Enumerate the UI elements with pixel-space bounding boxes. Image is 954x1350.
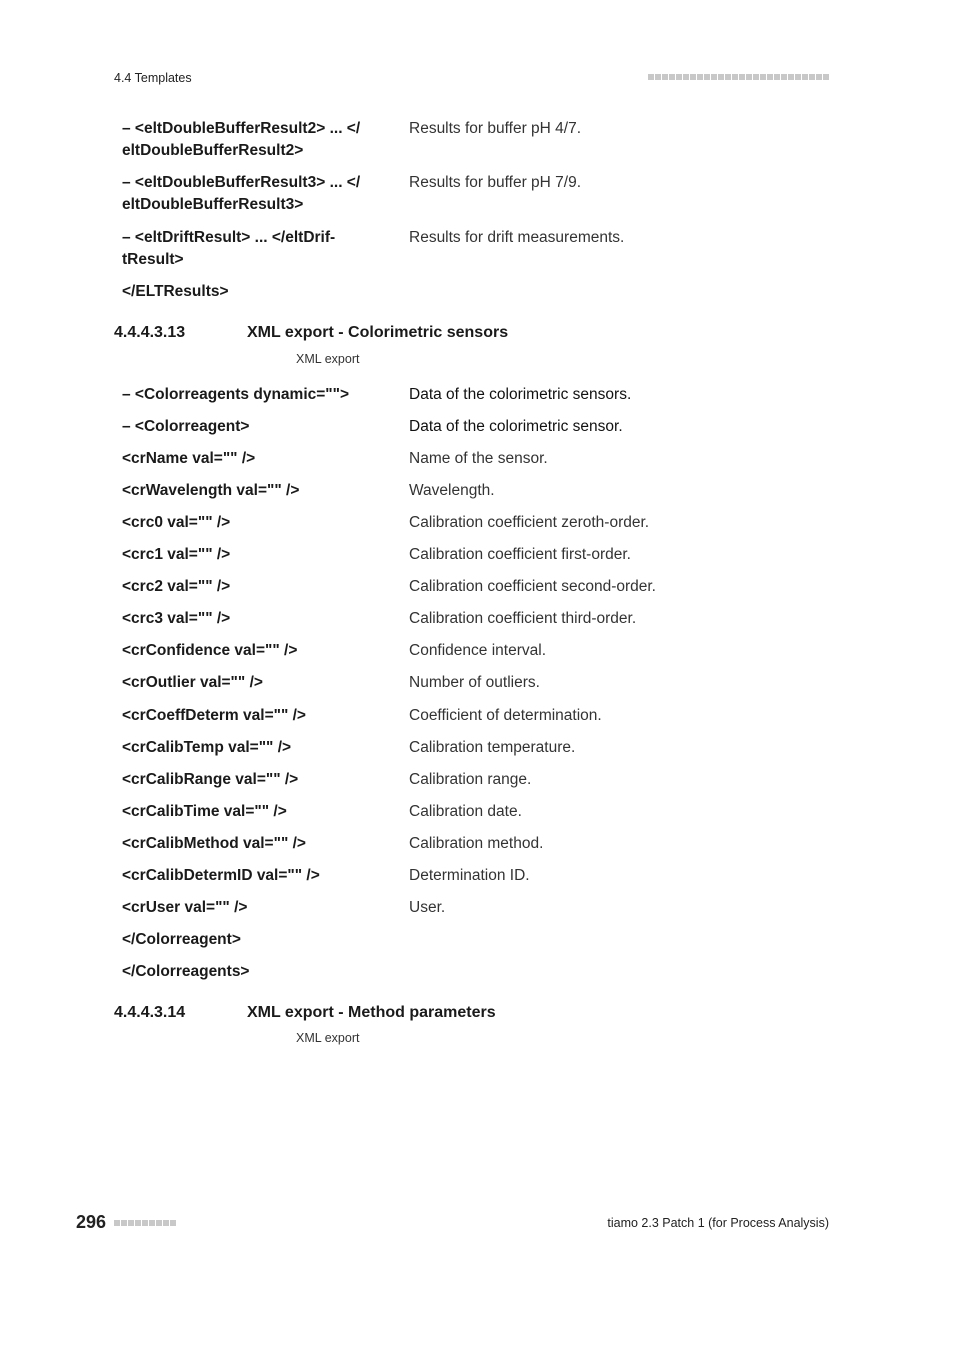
entry-description: Calibration date. xyxy=(409,803,522,820)
section-subtitle: XML export xyxy=(296,352,360,366)
entry-description: Data of the colorimetric sensors. xyxy=(409,386,632,403)
entry-term: <crc3 val="" /> xyxy=(122,610,231,627)
section-number: 4.4.4.3.13 xyxy=(114,324,186,341)
entry-description: Calibration coefficient third-order. xyxy=(409,610,637,627)
entry-description: User. xyxy=(409,899,446,916)
entry-term: <crConfidence val="" /> xyxy=(122,642,298,659)
running-header-section: 4.4 Templates xyxy=(114,71,192,85)
entry-description: Results for buffer pH 7/9. xyxy=(409,174,582,191)
section-title: XML export - Method parameters xyxy=(247,1004,496,1021)
entry-term: <crCalibMethod val="" /> xyxy=(122,835,306,852)
entry-description: Calibration coefficient zeroth-order. xyxy=(409,514,650,531)
entry-term: </Colorreagents> xyxy=(122,963,250,980)
page-number: 296 xyxy=(76,1212,107,1232)
entry-term: <crc2 val="" /> xyxy=(122,578,231,595)
entry-term: <crCalibDetermID val="" /> xyxy=(122,867,320,884)
entry-description: Name of the sensor. xyxy=(409,450,548,467)
entry-term: <crc1 val="" /> xyxy=(122,546,231,563)
entry-term: – <Colorreagents dynamic=""> xyxy=(122,386,350,403)
footer-product: tiamo 2.3 Patch 1 (for Process Analysis) xyxy=(607,1216,829,1230)
entry-description: Calibration method. xyxy=(409,835,544,852)
entry-term: </ELTResults> xyxy=(122,283,229,300)
entry-term: <crc0 val="" /> xyxy=(122,514,231,531)
entry-description: Results for buffer pH 4/7. xyxy=(409,120,582,137)
entry-term: <crCoeffDeterm val="" /> xyxy=(122,707,306,724)
entry-term: <crCalibRange val="" /> xyxy=(122,771,299,788)
entry-term: – <eltDoubleBufferResult2> ... </ eltDoubleBufferResult2> xyxy=(122,120,361,159)
section-title: XML export - Colorimetric sensors xyxy=(247,324,509,341)
header-decoration xyxy=(648,74,829,80)
entry-description: Results for drift measurements. xyxy=(409,229,625,246)
entry-description: Confidence interval. xyxy=(409,642,546,659)
footer-decoration xyxy=(114,1220,176,1226)
entry-term: – <eltDriftResult> ... </eltDrif- tResult> xyxy=(122,229,336,268)
entry-description: Calibration coefficient first-order. xyxy=(409,546,631,563)
entry-term: <crWavelength val="" /> xyxy=(122,482,300,499)
entry-description: Calibration range. xyxy=(409,771,532,788)
entry-description: Coefficient of determination. xyxy=(409,707,602,724)
entry-description: Calibration temperature. xyxy=(409,739,576,756)
entry-description: Number of outliers. xyxy=(409,674,540,691)
entry-description: Calibration coefficient second-order. xyxy=(409,578,656,595)
entry-term: <crUser val="" /> xyxy=(122,899,248,916)
entry-term: <crCalibTime val="" /> xyxy=(122,803,287,820)
entry-description: Data of the colorimetric sensor. xyxy=(409,418,623,435)
entry-term: <crCalibTemp val="" /> xyxy=(122,739,292,756)
entry-description: Determination ID. xyxy=(409,867,530,884)
entry-term: – <Colorreagent> xyxy=(122,418,250,435)
section-number: 4.4.4.3.14 xyxy=(114,1004,186,1021)
entry-description: Wavelength. xyxy=(409,482,495,499)
section-subtitle: XML export xyxy=(296,1031,360,1045)
entry-term: </Colorreagent> xyxy=(122,931,241,948)
entry-term: <crName val="" /> xyxy=(122,450,256,467)
entry-term: – <eltDoubleBufferResult3> ... </ eltDoubleBufferResult3> xyxy=(122,174,361,213)
entry-term: <crOutlier val="" /> xyxy=(122,674,263,691)
